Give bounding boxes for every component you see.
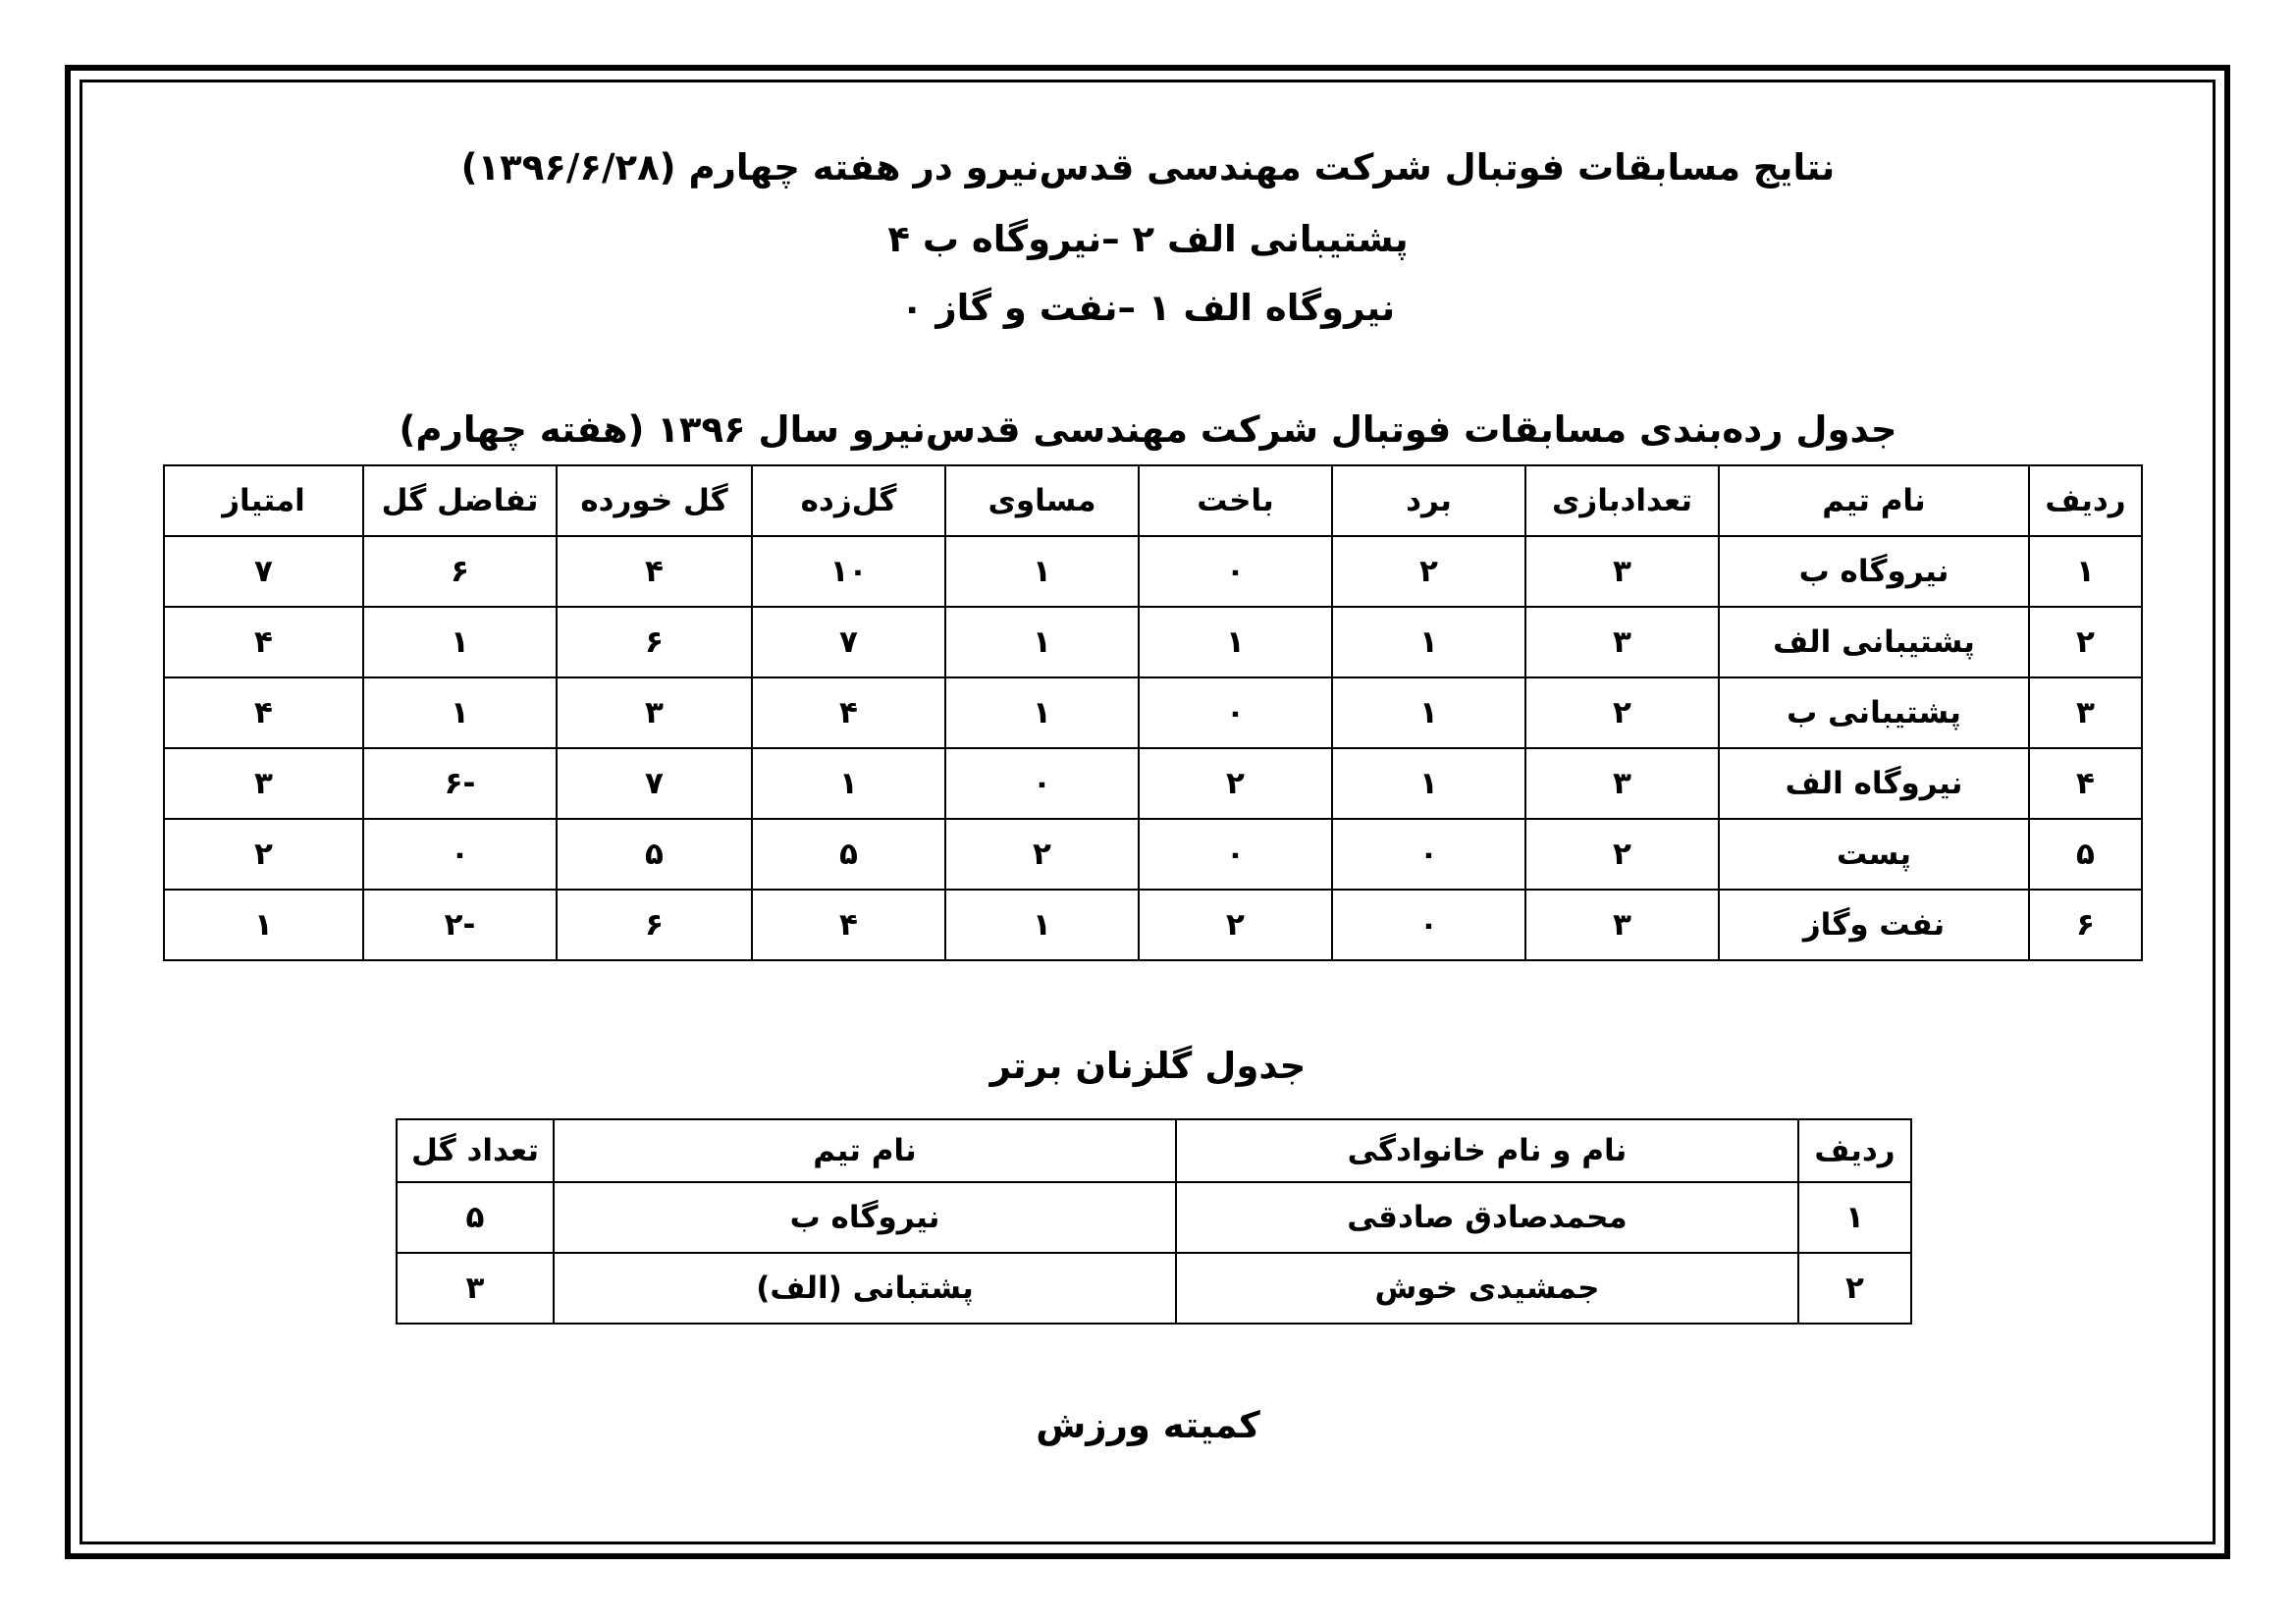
table-cell: ۲ [1332,536,1525,607]
table-cell: ۲ [1525,677,1719,748]
table-cell: پشتیبانی الف [1719,607,2029,677]
table-cell: ۶ [2029,890,2142,960]
footer-signature: کمیته ورزش [1036,1404,1260,1446]
table-cell: ۲ [1525,819,1719,890]
table-cell: ۱ [2029,536,2142,607]
table-cell: ۱ [945,890,1139,960]
table-cell: ۳ [1525,890,1719,960]
table-cell: ۱ [1332,607,1525,677]
table-row [164,819,2142,890]
match-result-2: نیروگاه الف ۱ –نفت و گاز ۰ [900,287,1396,329]
table-cell: ۰ [945,748,1139,819]
header-cell: مساوی [945,465,1139,536]
table-cell: پشتیبانی ب [1719,677,2029,748]
table-cell: ۱ [945,607,1139,677]
header-cell: ردیف [2029,465,2142,536]
table-row [164,748,2142,819]
table-cell: ۵ [397,1182,554,1253]
table-cell: ۰ [1332,890,1525,960]
table-cell: ۵ [2029,819,2142,890]
header-cell: گل‌زده [752,465,945,536]
table-cell: ۷ [752,607,945,677]
table-cell: ۳ [557,677,752,748]
table-cell: ۶ [557,607,752,677]
standings-table [163,464,2143,961]
header-cell: امتیاز [164,465,363,536]
table-cell: ۰ [1139,819,1332,890]
table-row [164,536,2142,607]
table-cell: ۶ [557,890,752,960]
header-cell: تعدادبازی [1525,465,1719,536]
table-row [397,1182,1911,1253]
table-row [397,1253,1911,1324]
scorers-header-row [397,1119,1911,1182]
table-cell: ۴ [164,607,363,677]
header-cell: نام تیم [554,1119,1176,1182]
results-title: نتایج مسابقات فوتبال شرکت مهندسی قدس‌نیرو در هفته چهارم (۱۳۹۶/۶/۲۸) [460,146,1836,189]
header-cell: نام تیم [1719,465,2029,536]
table-cell: نیروگاه ب [1719,536,2029,607]
table-cell: محمدصادق صادقی [1176,1182,1798,1253]
table-cell: ۴ [557,536,752,607]
table-cell: ۱ [1332,748,1525,819]
match-result-1: پشتیبانی الف ۲ –نیروگاه ب ۴ [887,218,1409,260]
table-cell: ۰ [1139,677,1332,748]
header-cell: نام و نام خانوادگی [1176,1119,1798,1182]
header-cell: گل خورده [557,465,752,536]
table-cell: ۱۰ [752,536,945,607]
table-cell: ۱ [945,677,1139,748]
header-cell: ردیف [1798,1119,1911,1182]
table-cell: ۲ [1798,1253,1911,1324]
standings-header-row [164,465,2142,536]
table-cell: ۲ [2029,607,2142,677]
table-cell: ۳ [2029,677,2142,748]
table-cell: ۳ [1525,607,1719,677]
standings-title: جدول رده‌بندی مسابقات فوتبال شرکت مهندسی قدس‌نیرو سال ۱۳۹۶ (هفته چهارم) [399,408,1897,451]
table-cell: ۵ [752,819,945,890]
table-cell: -۶ [363,748,557,819]
header-cell: تفاضل گل [363,465,557,536]
table-cell: ۲ [945,819,1139,890]
table-cell: نیروگاه الف [1719,748,2029,819]
header-cell: باخت [1139,465,1332,536]
table-cell: ۲ [1139,890,1332,960]
table-cell: ۲ [164,819,363,890]
table-cell: ۱ [1139,607,1332,677]
table-cell: نفت وگاز [1719,890,2029,960]
table-row [164,607,2142,677]
table-cell: ۱ [1332,677,1525,748]
table-cell: نیروگاه ب [554,1182,1176,1253]
top-scorers-title: جدول گلزنان برتر [989,1045,1307,1087]
table-cell: ۳ [1525,536,1719,607]
table-cell: ۶ [363,536,557,607]
table-cell: پست [1719,819,2029,890]
table-cell: ۱ [1798,1182,1911,1253]
table-cell: ۵ [557,819,752,890]
header-cell: تعداد گل [397,1119,554,1182]
table-cell: ۱ [164,890,363,960]
table-cell: جمشیدی خوش [1176,1253,1798,1324]
table-cell: ۱ [363,677,557,748]
header-cell: برد [1332,465,1525,536]
table-cell: ۲ [1139,748,1332,819]
table-cell: ۷ [164,536,363,607]
table-cell: ۳ [164,748,363,819]
table-row [164,890,2142,960]
table-cell: ۱ [945,536,1139,607]
table-cell: ۴ [2029,748,2142,819]
table-cell: ۰ [1332,819,1525,890]
table-row [164,677,2142,748]
table-cell: ۷ [557,748,752,819]
table-cell: -۲ [363,890,557,960]
table-cell: ۴ [752,677,945,748]
table-cell: ۴ [164,677,363,748]
table-cell: ۳ [397,1253,554,1324]
table-cell: ۱ [752,748,945,819]
top-scorers-table [396,1118,1912,1325]
table-cell: ۰ [363,819,557,890]
table-cell: ۳ [1525,748,1719,819]
table-cell: ۱ [363,607,557,677]
table-cell: ۰ [1139,536,1332,607]
table-cell: پشتبانی (الف) [554,1253,1176,1324]
table-cell: ۴ [752,890,945,960]
